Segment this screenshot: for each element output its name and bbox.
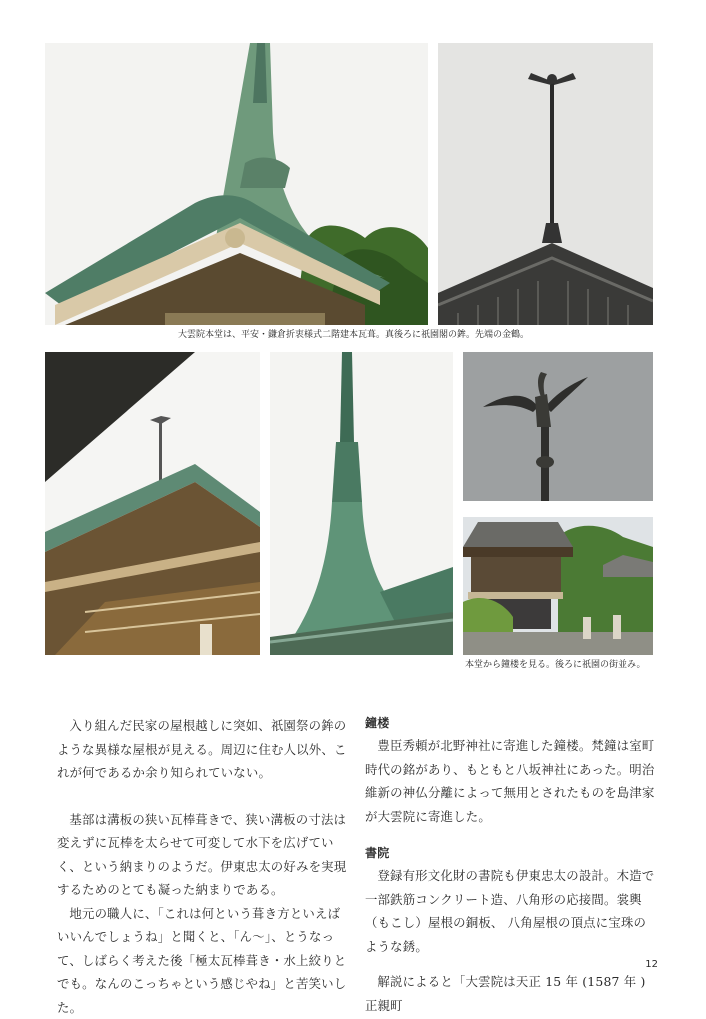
caption-top: 大雲院本堂は、平安・鎌倉折衷様式二階建本瓦葺。真後ろに祇園閣の鉾。先端の金鶴。: [178, 327, 529, 340]
closing-text: 解説によると「大雲院は天正 15 年 (1587 年 ) 正親町: [365, 970, 658, 1017]
left-column: [57, 714, 350, 1019]
photo-crane-sky: [463, 352, 653, 501]
section-heading-shoin: 書院: [365, 842, 658, 864]
paragraph: 入り組んだ民家の屋根越しに突如、祇園祭の鉾のような異様な屋根が見える。周辺に住む人以外、これが何であるか余り知られていない。: [57, 714, 350, 785]
section-heading-shoro: 鐘楼: [365, 712, 658, 734]
photo-crane-finial: [438, 43, 653, 325]
photo-copper-spire: [270, 352, 453, 655]
section-text: 登録有形文化財の書院も伊東忠太の設計。木造で一部鉄筋コンクリート造、八角形の応接間。裳輿（もこし）屋根の銅板、 八角屋根の頂点に宝珠のような銹。: [365, 864, 658, 958]
section-text: 豊臣秀頼が北野神社に寄進した鐘楼。梵鐘は室町時代の銘があり、もともと八坂神社にあった。明治維新の神仏分離によって無用とされたものを島津家が大雲院に寄進した。: [365, 734, 658, 828]
photo-main-hall-roof: [45, 43, 428, 325]
paragraph: 地元の職人に、「これは何という葺き方といえばいいんでしょうね」と聞くと、「ん〜」、とうなって、しばらく考えた後「極太瓦棒葺き・水上絞りとでも。なんのこっちゃという感じやね」と苦笑いした。: [57, 902, 350, 1019]
right-column: [365, 712, 658, 1017]
paragraph: 基部は溝板の狭い瓦棒葺きで、狭い溝板の寸法は変えずに瓦棒を太らせて可変して水下を広げていく、という納まりのようだ。伊東忠太の好みを実現するためのとても凝った納まりである。: [57, 808, 350, 902]
photo-bell-tower-view: [463, 517, 653, 655]
page-number: 12: [645, 959, 658, 970]
caption-bottom: 本堂から鐘楼を見る。後ろに祇園の街並み。: [465, 657, 646, 670]
photo-bell-tower-angle: [45, 352, 260, 655]
